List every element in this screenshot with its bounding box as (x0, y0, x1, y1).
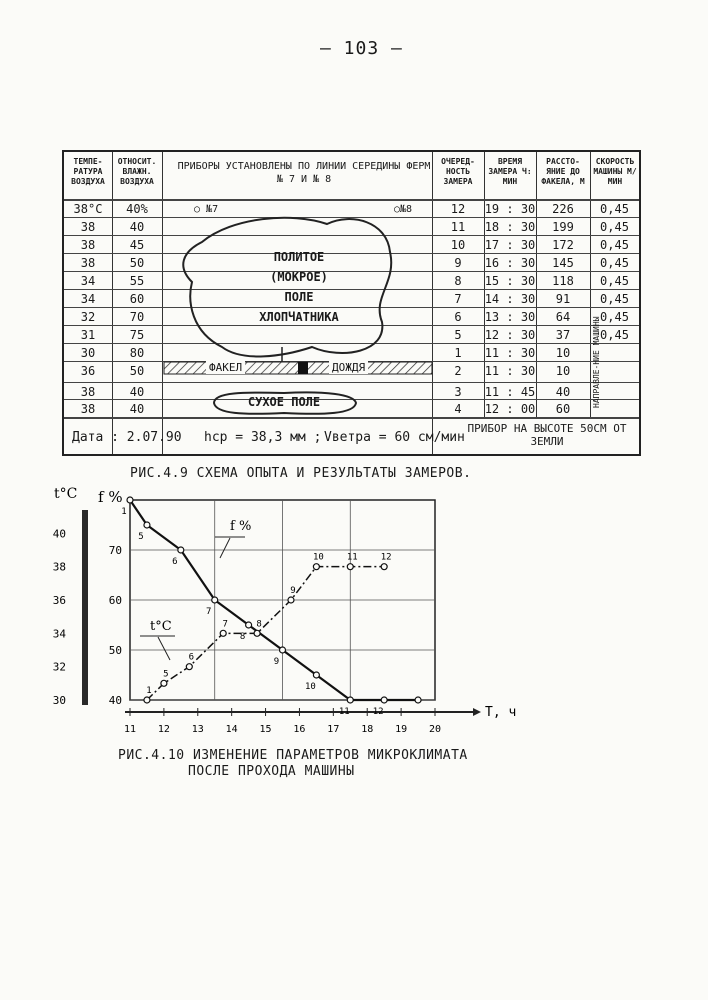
table-cell-n: 4 (454, 402, 462, 416)
table-cell-f: 45 (129, 238, 145, 252)
caption-fig-4-9: РИС.4.9 СХЕМА ОПЫТА И РЕЗУЛЬТАТЫ ЗАМЕРОВ. (130, 466, 472, 481)
x-tick-label: 16 (293, 724, 306, 735)
t-tick-label: 30 (52, 694, 66, 707)
table-cell-speed: 0,45 (600, 328, 629, 342)
point-label: 10 (304, 682, 316, 692)
x-axis-arrow (473, 708, 481, 716)
table-cell-n: 8 (454, 274, 462, 288)
x-tick-label: 13 (191, 724, 204, 735)
t-tick-label: 32 (52, 660, 66, 674)
table-cell-f: 75 (129, 328, 145, 342)
data-point (144, 522, 150, 528)
data-point (161, 680, 167, 686)
data-point (347, 564, 353, 570)
table-cell-dist: 199 (552, 220, 574, 234)
series-label-temperature: t°C (150, 619, 172, 634)
point-label: 7 (222, 619, 228, 630)
footer-instrument: ПРИБОР НА ВЫСОТЕ 50СМ ОТ ЗЕМЛИ (467, 422, 627, 448)
table-cell-f: 70 (129, 310, 145, 324)
table-cell-t: 38 (80, 402, 96, 416)
table-cell-dist: 40 (555, 385, 571, 399)
data-point (178, 547, 184, 553)
table-cell-dist: 226 (552, 202, 574, 216)
data-point (313, 564, 319, 570)
point-label: 9 (290, 586, 296, 596)
table-cell-t: 31 (80, 328, 96, 342)
data-point (254, 630, 260, 636)
header-instruments: ПРИБОРЫ УСТАНОВЛЕНЫ ПО ЛИНИИ СЕРЕДИНЫ ФЕРМ № 7 И № 8 (177, 161, 431, 185)
point-label: 12 (380, 552, 392, 563)
f-axis-label: f % (98, 488, 123, 506)
table-cell-t: 38 (80, 238, 96, 252)
data-point (280, 647, 286, 653)
footer-divider (64, 417, 639, 419)
direction-label: НАПРАВЛЕ-НИЕ МАШИНЫ (592, 316, 601, 408)
header-distance: РАССТО-ЯНИЕ ДО ФАКЕЛА, М (541, 157, 585, 186)
point-label: 9 (273, 657, 280, 667)
f-tick-label: 60 (108, 594, 122, 607)
rain-label: ДОЖДЯ (329, 361, 368, 374)
table-cell-dist: 10 (555, 364, 571, 378)
series-line-temperature (147, 567, 384, 700)
dry-field-label: СУХОЕ ПОЛЕ (247, 395, 321, 409)
table-cell-time: 11 : 30 (484, 364, 536, 378)
table-cell-time: 16 : 30 (484, 256, 536, 270)
table-cell-t: 34 (80, 274, 96, 288)
x-tick-label: 11 (123, 724, 137, 735)
table-cell-dist: 64 (555, 310, 571, 324)
table-cell-dist: 118 (552, 274, 574, 288)
table-cell-t: 38 (80, 220, 96, 234)
data-point (246, 622, 252, 628)
point-label: 7 (206, 607, 212, 617)
table-cell-t: 38 (80, 256, 96, 270)
table-cell-f: 60 (129, 292, 145, 306)
table-cell-time: 11 : 45 (484, 385, 536, 399)
data-point (347, 697, 353, 703)
table-cell-f: 40 (129, 220, 145, 234)
f-tick-label: 40 (108, 694, 122, 707)
table-cell-dist: 91 (555, 292, 571, 306)
table-cell-time: 18 : 30 (484, 220, 536, 234)
table-cell-dist: 60 (555, 402, 571, 416)
table-cell-speed: 0,45 (600, 310, 629, 324)
table-cell-f: 40 (129, 385, 145, 399)
table-cell-n: 12 (450, 202, 466, 216)
table-cell-speed: 0,45 (600, 238, 629, 252)
table-cell-time: 12 : 30 (484, 328, 536, 342)
x-tick-label: 17 (327, 724, 340, 735)
t-tick-label: 34 (52, 627, 66, 641)
series-label-humidity-leader (220, 538, 230, 558)
table-cell-t: 38°C (73, 202, 103, 216)
table-cell-t: 30 (80, 346, 96, 360)
point-label: 1 (121, 507, 127, 517)
wet-field-line-4: ХЛОПЧАТНИКА (259, 310, 339, 324)
table-cell-n: 2 (454, 364, 462, 378)
table-cell-f: 80 (129, 346, 145, 360)
wet-field-line-2: (МОКРОЕ) (270, 270, 328, 284)
table-cell-time: 13 : 30 (484, 310, 536, 324)
point-label: 1 (146, 686, 152, 696)
t-axis-label: t°C (54, 486, 78, 502)
caption-fig-4-10-line-1: РИС.4.10 ИЗМЕНЕНИЕ ПАРАМЕТРОВ МИКРОКЛИМАТА (118, 748, 468, 763)
table-cell-n: 7 (454, 292, 462, 306)
wet-field-label (194, 247, 404, 327)
table-cell-time: 14 : 30 (484, 292, 536, 306)
wet-field-line-3: ПОЛЕ (284, 290, 314, 304)
header-time: ВРЕМЯ ЗАМЕРА Ч: МИН (488, 157, 532, 186)
page-number: — 103 — (320, 38, 403, 59)
table-cell-dist: 10 (555, 346, 571, 360)
table-cell-speed: 0,45 (600, 202, 629, 216)
table-cell-time: 15 : 30 (484, 274, 536, 288)
table-cell-t: 34 (80, 292, 96, 306)
table-cell-n: 5 (454, 328, 462, 342)
point-label: 6 (172, 557, 178, 567)
table-cell-f: 50 (129, 364, 145, 378)
x-tick-label: 18 (361, 724, 374, 735)
data-point (220, 630, 226, 636)
table-cell-t: 38 (80, 385, 96, 399)
table-cell-n: 10 (450, 238, 466, 252)
table-cell-n: 3 (454, 385, 462, 399)
torch-label: ФАКЕЛ (206, 361, 245, 374)
point-label: 8 (239, 632, 246, 642)
table-cell-t: 32 (80, 310, 96, 324)
table-cell-n: 9 (454, 256, 462, 270)
data-point (288, 597, 294, 603)
table-cell-speed: 0,45 (600, 256, 629, 270)
x-tick-label: 12 (157, 724, 170, 735)
point-label: 11 (346, 552, 358, 563)
point-label: 10 (312, 552, 324, 563)
f-tick-label: 50 (108, 644, 122, 657)
marker-farm-7-label: №7 (206, 204, 219, 215)
wet-field-line-1: ПОЛИТОЕ (273, 250, 325, 264)
data-point (186, 664, 192, 670)
table-cell-f: 55 (129, 274, 145, 288)
x-tick-label: 14 (225, 724, 238, 735)
header-humidity: ОТНОСИТ. ВЛАЖН. ВОЗДУХА (117, 157, 157, 186)
t-tick-label: 38 (52, 560, 66, 574)
table-cell-time: 12 : 00 (484, 402, 536, 416)
table-cell-f: 50 (129, 256, 145, 270)
table-cell-f: 40% (126, 202, 148, 216)
footer-wind: Vветра = 60 см/мин (324, 430, 465, 445)
x-tick-label: 19 (395, 724, 408, 735)
point-label: 6 (188, 652, 195, 663)
marker-farm-8: ○№8 (394, 204, 413, 215)
data-point (381, 697, 387, 703)
table-cell-t: 36 (80, 364, 96, 378)
point-label: 5 (163, 669, 169, 680)
table-cell-time: 19 : 30 (484, 202, 536, 216)
data-point (381, 564, 387, 570)
header-speed: СКОРОСТЬ МАШИНЫ М/МИН (593, 157, 637, 186)
header-temperature: ТЕМПЕ-РАТУРА ВОЗДУХА (71, 157, 105, 186)
microclimate-chart (40, 480, 517, 755)
table-cell-n: 6 (454, 310, 462, 324)
data-point (415, 697, 421, 703)
table-cell-time: 11 : 30 (484, 346, 536, 360)
header-sequence: ОЧЕРЕД-НОСТЬ ЗАМЕРА (441, 157, 475, 186)
point-label: 12 (372, 707, 384, 717)
table-cell-speed: 0,45 (600, 220, 629, 234)
x-axis-label: Т, ч (485, 705, 517, 720)
thermometer-bar (82, 510, 88, 705)
data-point (313, 672, 319, 678)
series-label-humidity: f % (230, 519, 252, 534)
experiment-scheme-table (62, 150, 641, 456)
point-label: 5 (138, 532, 144, 542)
table-cell-time: 17 : 30 (484, 238, 536, 252)
table-cell-speed: 0,45 (600, 292, 629, 306)
table-cell-f: 40 (129, 402, 145, 416)
rain-torch-band (164, 360, 432, 376)
data-point (212, 597, 218, 603)
x-tick-label: 15 (259, 724, 272, 735)
data-point (127, 497, 133, 503)
table-cell-n: 11 (450, 220, 466, 234)
table-cell-speed: 0,45 (600, 274, 629, 288)
series-label-temperature-leader (158, 637, 170, 660)
t-tick-label: 40 (52, 527, 66, 541)
data-point (144, 697, 150, 703)
table-cell-dist: 145 (552, 256, 574, 270)
table-cell-dist: 172 (552, 238, 574, 252)
t-tick-label: 36 (52, 594, 66, 607)
point-label: 8 (256, 619, 262, 630)
table-cell-dist: 37 (555, 328, 571, 342)
caption-fig-4-10-line-2: ПОСЛЕ ПРОХОДА МАШИНЫ (188, 764, 355, 779)
footer-h: hср = 38,3 мм ; (204, 430, 322, 445)
marker-farm-8-label: №8 (400, 204, 413, 215)
x-tick-label: 20 (428, 724, 442, 735)
table-cell-n: 1 (454, 346, 462, 360)
marker-farm-7: ○ №7 (194, 204, 219, 215)
footer-date: Дата : 2.07.90 (72, 430, 182, 445)
f-tick-label: 70 (108, 544, 122, 557)
point-label: 11 (338, 707, 350, 717)
